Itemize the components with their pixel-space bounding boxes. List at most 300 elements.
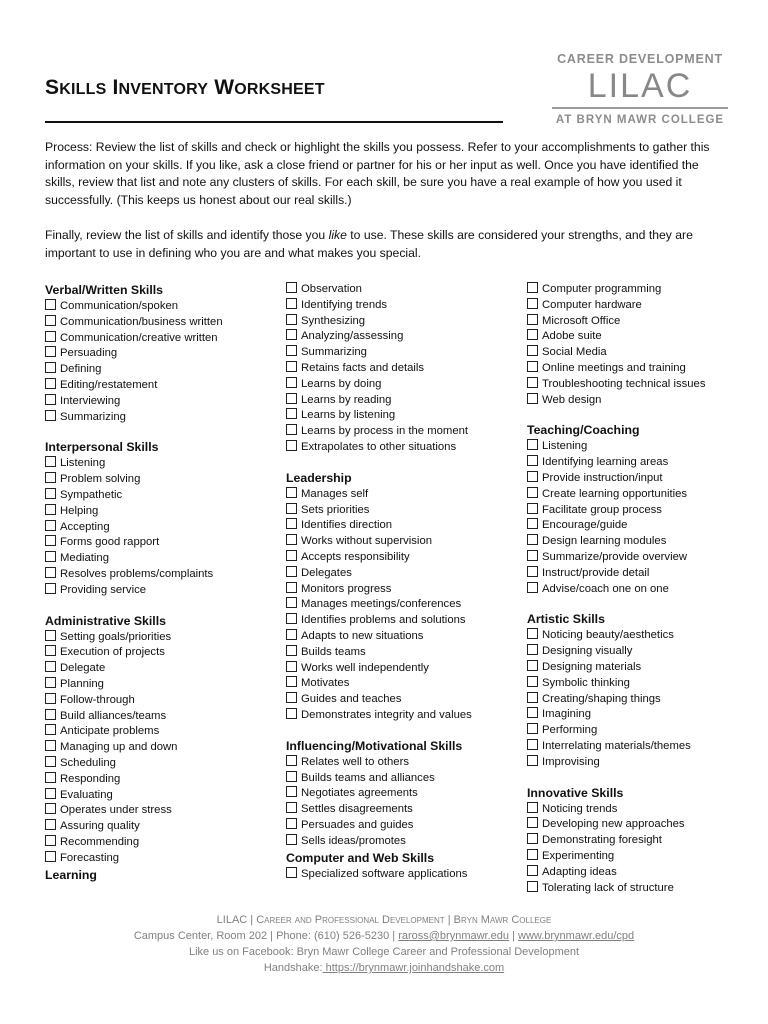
- checkbox[interactable]: [45, 410, 56, 421]
- skill-item: [286, 550, 526, 566]
- skill-label: Learns by doing: [301, 377, 382, 390]
- skill-item: [45, 756, 285, 772]
- skill-item: [286, 345, 526, 361]
- skill-label: Manages self: [301, 487, 369, 500]
- skill-item: [45, 410, 285, 426]
- skill-item: [45, 740, 285, 756]
- section-heading: Teaching/Coaching: [527, 423, 640, 438]
- checkbox[interactable]: [527, 329, 538, 340]
- checkbox[interactable]: [45, 583, 56, 594]
- skill-item: [527, 314, 767, 330]
- skill-item: [286, 818, 526, 834]
- skill-label: Builds teams and alliances: [301, 771, 435, 784]
- checkbox[interactable]: [527, 881, 538, 892]
- skill-item: [45, 315, 285, 331]
- section-spacer: [45, 599, 285, 613]
- checkbox[interactable]: [45, 378, 56, 389]
- skill-item: [527, 550, 767, 566]
- skill-label: Builds teams: [301, 645, 366, 658]
- skill-label: Persuades and guides: [301, 818, 414, 831]
- skill-label: Design learning modules: [542, 535, 667, 548]
- skill-item: [527, 582, 767, 598]
- skill-item: [286, 534, 526, 550]
- skill-item: [286, 518, 526, 534]
- checkbox[interactable]: [527, 723, 538, 734]
- skill-item: [527, 644, 767, 660]
- skill-item: [527, 487, 767, 503]
- skill-item: [45, 551, 285, 567]
- skill-item: [286, 377, 526, 393]
- checkbox[interactable]: [527, 534, 538, 545]
- skill-label: Identifying learning areas: [542, 456, 669, 469]
- skill-label: Instruct/provide detail: [542, 566, 650, 579]
- skill-label: Designing visually: [542, 645, 633, 658]
- skill-item: [527, 817, 767, 833]
- lilac-logo: [552, 52, 728, 126]
- skill-label: Summarize/provide overview: [542, 550, 688, 563]
- skill-item: [286, 314, 526, 330]
- skill-item: [527, 881, 767, 897]
- skill-label: Defining: [60, 363, 102, 376]
- checkbox[interactable]: [286, 408, 297, 419]
- checkbox[interactable]: [286, 550, 297, 561]
- checkbox[interactable]: [286, 487, 297, 498]
- strengths-paragraph: [45, 227, 725, 262]
- skill-label: Learns by listening: [301, 409, 396, 422]
- checkbox[interactable]: [45, 520, 56, 531]
- skill-item: [527, 692, 767, 708]
- footer-org-line: LILAC | Career and Professional Development | Bryn Mawr College: [216, 914, 552, 926]
- skill-item: [45, 661, 285, 677]
- skill-label: Motivates: [301, 677, 350, 690]
- skill-label: Accepting: [60, 520, 110, 533]
- section-heading: Learning: [45, 867, 97, 882]
- skill-item: [286, 487, 526, 503]
- checkbox[interactable]: [527, 802, 538, 813]
- skill-item: [286, 440, 526, 456]
- checkbox[interactable]: [527, 550, 538, 561]
- section-spacer: [527, 771, 767, 785]
- checkbox[interactable]: [45, 630, 56, 641]
- checkbox[interactable]: [527, 455, 538, 466]
- checkbox[interactable]: [286, 393, 297, 404]
- skill-item: [45, 645, 285, 661]
- skill-item: [45, 709, 285, 725]
- skill-label: Delegate: [60, 662, 106, 675]
- checkbox[interactable]: [45, 504, 56, 515]
- skill-item: [45, 299, 285, 315]
- skill-item: [45, 394, 285, 410]
- skill-label: Summarizing: [301, 346, 367, 359]
- checkbox[interactable]: [45, 803, 56, 814]
- skill-label: Creating/shaping things: [542, 692, 661, 705]
- skill-label: Sells ideas/promotes: [301, 834, 406, 847]
- checkbox[interactable]: [286, 597, 297, 608]
- skill-label: Create learning opportunities: [542, 487, 688, 500]
- checkbox[interactable]: [45, 677, 56, 688]
- process-paragraph: Process: Review the list of skills and check or highlight the skills you possess. Refer to your accomplishments to gather this information on your skills. If you like, ask a close friend or partner for his or her input as well. Once you have identified the skills, review that list and note any clusters of skills. For each skill, be sure you have a real example of how you used it successfully. (This keeps us honest about our real skills.): [45, 140, 710, 207]
- skill-label: Adobe suite: [542, 330, 602, 343]
- section-heading: Interpersonal Skills: [45, 440, 159, 455]
- checkbox[interactable]: [45, 819, 56, 830]
- checkbox[interactable]: [45, 551, 56, 562]
- checkbox[interactable]: [45, 835, 56, 846]
- checkbox[interactable]: [527, 676, 538, 687]
- footer-college: Bryn Mawr College: [453, 914, 552, 926]
- title-letter: W: [214, 76, 235, 99]
- checkbox[interactable]: [286, 566, 297, 577]
- checkbox[interactable]: [286, 503, 297, 514]
- skills-column-2: [286, 282, 526, 882]
- section-heading: Administrative Skills: [45, 613, 166, 628]
- skill-label: Retains facts and details: [301, 361, 425, 374]
- section-heading: Verbal/Written Skills: [45, 283, 164, 297]
- skill-label: Communication/spoken: [60, 300, 179, 312]
- skill-item: [45, 677, 285, 693]
- checkbox[interactable]: [45, 709, 56, 720]
- skill-item: [45, 772, 285, 788]
- skill-label: Setting goals/priorities: [60, 630, 172, 643]
- skill-label: Follow-through: [60, 693, 135, 706]
- skills-column-1: [45, 282, 285, 884]
- skill-label: Designing materials: [542, 660, 642, 673]
- skill-item: [527, 833, 767, 849]
- skill-label: Problem solving: [60, 473, 141, 486]
- section-heading: Influencing/Motivational Skills: [286, 738, 463, 753]
- skill-item: [527, 393, 767, 409]
- skill-label: Relates well to others: [301, 755, 409, 768]
- skill-label: Adapting ideas: [542, 865, 617, 878]
- skill-item: [45, 535, 285, 551]
- checkbox[interactable]: [45, 331, 56, 342]
- checkbox[interactable]: [527, 582, 538, 593]
- skill-item: [45, 788, 285, 804]
- checkbox[interactable]: [286, 834, 297, 845]
- checkbox[interactable]: [286, 377, 297, 388]
- skill-label: Editing/restatement: [60, 378, 158, 391]
- skill-label: Recommending: [60, 835, 140, 848]
- footer-dept: Career and Professional Development: [256, 914, 445, 926]
- checkbox[interactable]: [527, 393, 538, 404]
- checkbox[interactable]: [45, 472, 56, 483]
- checkbox[interactable]: [527, 755, 538, 766]
- skill-label: Resolves problems/complaints: [60, 567, 214, 580]
- checkbox[interactable]: [286, 361, 297, 372]
- skill-label: Forms good rapport: [60, 536, 160, 549]
- checkbox[interactable]: [45, 693, 56, 704]
- section-spacer: [527, 408, 767, 422]
- checkbox[interactable]: [45, 567, 56, 578]
- email-link[interactable]: raross@brynmawr.edu: [398, 930, 510, 942]
- checkbox[interactable]: [286, 818, 297, 829]
- checkbox[interactable]: [286, 298, 297, 309]
- checkbox[interactable]: [527, 345, 538, 356]
- skill-label: Sympathetic: [60, 488, 123, 501]
- skill-label: Sets priorities: [301, 503, 370, 516]
- skill-label: Providing service: [60, 583, 147, 596]
- skill-label: Operates under stress: [60, 804, 172, 817]
- checkbox[interactable]: [527, 377, 538, 388]
- checkbox[interactable]: [286, 676, 297, 687]
- skill-item: [286, 503, 526, 519]
- checkbox[interactable]: [286, 518, 297, 529]
- skill-item: [286, 298, 526, 314]
- checkbox[interactable]: [45, 456, 56, 467]
- skill-label: Identifying trends: [301, 298, 388, 311]
- skill-item: [527, 455, 767, 471]
- skill-label: Assuring quality: [60, 820, 140, 833]
- skill-item: [286, 597, 526, 613]
- skill-item: [527, 518, 767, 534]
- checkbox[interactable]: [45, 488, 56, 499]
- checkbox[interactable]: [527, 660, 538, 671]
- skill-item: [286, 408, 526, 424]
- skill-item: [527, 849, 767, 865]
- logo-line-1: CAREER DEVELOPMENT: [557, 52, 723, 66]
- skill-label: Settles disagreements: [301, 803, 413, 816]
- skills-column-3: [527, 282, 767, 896]
- skill-item: [527, 628, 767, 644]
- checkbox[interactable]: [527, 439, 538, 450]
- checkbox[interactable]: [286, 440, 297, 451]
- skill-item: [286, 329, 526, 345]
- checkbox[interactable]: [527, 298, 538, 309]
- skill-item: [45, 819, 285, 835]
- title-word: NVENTORY: [118, 81, 209, 98]
- skill-item: [286, 755, 526, 771]
- checkbox[interactable]: [527, 503, 538, 514]
- checkbox[interactable]: [286, 282, 297, 293]
- checkbox[interactable]: [45, 740, 56, 751]
- skill-label: Evaluating: [60, 788, 113, 801]
- skill-label: Web design: [542, 393, 602, 406]
- skill-item: [286, 361, 526, 377]
- skill-label: Execution of projects: [60, 646, 165, 659]
- checkbox[interactable]: [45, 535, 56, 546]
- checkbox[interactable]: [527, 865, 538, 876]
- emphasis-text: like: [328, 228, 347, 242]
- skill-item: [45, 693, 285, 709]
- checkbox[interactable]: [286, 345, 297, 356]
- title-letter: I: [112, 76, 119, 99]
- checkbox[interactable]: [527, 707, 538, 718]
- skill-label: Scheduling: [60, 756, 116, 769]
- checkbox[interactable]: [527, 644, 538, 655]
- skill-item: [286, 393, 526, 409]
- checkbox[interactable]: [286, 867, 297, 878]
- title-word: ORKSHEET: [234, 81, 325, 98]
- skill-label: Identifies problems and solutions: [301, 614, 466, 627]
- checkbox[interactable]: [45, 772, 56, 783]
- skill-item: [286, 692, 526, 708]
- skill-item: [527, 503, 767, 519]
- skill-label: Improvising: [542, 755, 600, 768]
- title-word: KILLS: [59, 81, 107, 98]
- checkbox[interactable]: [527, 314, 538, 325]
- skill-label: Extrapolates to other situations: [301, 440, 457, 453]
- section-heading: Leadership: [286, 470, 352, 485]
- checkbox[interactable]: [286, 329, 297, 340]
- checkbox[interactable]: [286, 424, 297, 435]
- footer: [0, 912, 768, 976]
- skill-label: Online meetings and training: [542, 361, 686, 374]
- skill-label: Accepts responsibility: [301, 550, 410, 563]
- checkbox[interactable]: [527, 739, 538, 750]
- skill-label: Developing new approaches: [542, 818, 685, 831]
- skill-item: [527, 439, 767, 455]
- section-spacer: [286, 456, 526, 470]
- checkbox[interactable]: [527, 628, 538, 639]
- title-letter: S: [45, 76, 60, 99]
- checkbox[interactable]: [45, 394, 56, 405]
- skill-item: [527, 534, 767, 550]
- skill-label: Imagining: [542, 708, 591, 721]
- logo-line-2: LILAC: [587, 67, 693, 105]
- section-spacer: [45, 425, 285, 439]
- checkbox[interactable]: [286, 708, 297, 719]
- footer-contact-line: [0, 928, 768, 944]
- checkbox[interactable]: [286, 661, 297, 672]
- skill-item: [527, 361, 767, 377]
- skill-label: Learns by reading: [301, 393, 392, 406]
- handshake-link[interactable]: https://brynmawr.joinhandshake.com: [322, 962, 505, 974]
- skill-item: [45, 803, 285, 819]
- skill-label: Identifies direction: [301, 519, 393, 532]
- skill-label: Facilitate group process: [542, 503, 662, 516]
- skill-label: Demonstrating foresight: [542, 834, 662, 847]
- checkbox[interactable]: [527, 849, 538, 860]
- checkbox[interactable]: [45, 661, 56, 672]
- checkbox[interactable]: [45, 851, 56, 862]
- skill-item: [286, 834, 526, 850]
- skill-label: Listening: [60, 457, 106, 470]
- checkbox[interactable]: [286, 314, 297, 325]
- checkbox[interactable]: [45, 645, 56, 656]
- skill-label: Communication/business written: [60, 315, 223, 328]
- skill-item: [527, 377, 767, 393]
- skill-item: [527, 723, 767, 739]
- skill-label: Learns by process in the moment: [301, 425, 469, 438]
- skill-label: Provide instruction/input: [542, 471, 663, 484]
- skill-label: Forecasting: [60, 851, 120, 864]
- skill-label: Helping: [60, 504, 99, 517]
- checkbox[interactable]: [45, 724, 56, 735]
- skill-item: [527, 329, 767, 345]
- checkbox[interactable]: [527, 361, 538, 372]
- checkbox[interactable]: [45, 346, 56, 357]
- skill-label: Persuading: [60, 347, 118, 360]
- section-heading: Artistic Skills: [527, 612, 605, 627]
- skill-item: [45, 504, 285, 520]
- skill-label: Responding: [60, 772, 121, 785]
- skill-label: Adapts to new situations: [301, 629, 424, 642]
- skill-item: [286, 802, 526, 818]
- skill-label: Anticipate problems: [60, 725, 160, 738]
- skill-item: [45, 331, 285, 347]
- checkbox[interactable]: [527, 471, 538, 482]
- skill-item: [286, 645, 526, 661]
- checkbox[interactable]: [527, 518, 538, 529]
- skill-label: Manages meetings/conferences: [301, 598, 462, 611]
- skill-item: [45, 630, 285, 646]
- paragraph-text: Finally, review the list of skills and identify those you: [45, 228, 329, 242]
- checkbox[interactable]: [527, 566, 538, 577]
- skill-item: [286, 582, 526, 598]
- section-heading: Computer and Web Skills: [286, 850, 435, 865]
- checkbox[interactable]: [45, 299, 56, 310]
- skill-label: Works without supervision: [301, 535, 433, 548]
- skill-item: [286, 282, 526, 298]
- checkbox[interactable]: [286, 613, 297, 624]
- checkbox[interactable]: [286, 755, 297, 766]
- skill-item: [527, 345, 767, 361]
- footer-org: LILAC: [216, 914, 248, 926]
- checkbox[interactable]: [286, 629, 297, 640]
- checkbox[interactable]: [527, 487, 538, 498]
- website-link[interactable]: www.brynmawr.edu/cpd: [518, 930, 635, 942]
- checkbox[interactable]: [527, 817, 538, 828]
- skill-item: [45, 724, 285, 740]
- skill-label: Noticing beauty/aesthetics: [542, 629, 674, 642]
- skill-label: Demonstrates integrity and values: [301, 708, 472, 721]
- skill-item: [286, 566, 526, 582]
- checkbox[interactable]: [45, 315, 56, 326]
- skill-item: [45, 567, 285, 583]
- skill-item: [286, 676, 526, 692]
- skill-item: [286, 629, 526, 645]
- checkbox[interactable]: [286, 786, 297, 797]
- skill-item: [286, 786, 526, 802]
- skill-label: Tolerating lack of structure: [542, 881, 674, 894]
- skill-item: [45, 488, 285, 504]
- skill-label: Summarizing: [60, 410, 126, 423]
- skill-label: Experimenting: [542, 849, 615, 862]
- checkbox[interactable]: [286, 534, 297, 545]
- skill-label: Troubleshooting technical issues: [542, 377, 706, 390]
- checkbox[interactable]: [45, 362, 56, 373]
- logo-line-3: AT BRYN MAWR COLLEGE: [552, 107, 728, 126]
- skill-label: Listening: [542, 440, 588, 453]
- checkbox[interactable]: [527, 833, 538, 844]
- handshake-label: Handshake:: [263, 962, 323, 974]
- checkbox[interactable]: [286, 802, 297, 813]
- checkbox[interactable]: [527, 692, 538, 703]
- checkbox[interactable]: [286, 645, 297, 656]
- skill-label: Advise/coach one on one: [542, 582, 669, 595]
- skill-label: Works well independently: [301, 661, 429, 674]
- skill-label: Monitors progress: [301, 582, 392, 595]
- checkbox[interactable]: [45, 756, 56, 767]
- page-title: [45, 76, 325, 100]
- skill-item: [286, 708, 526, 724]
- skill-item: [527, 802, 767, 818]
- checkbox[interactable]: [45, 788, 56, 799]
- footer-address: Campus Center, Room 202 | Phone: (610) 526-5230 |: [133, 930, 399, 942]
- skill-item: [527, 298, 767, 314]
- checkbox[interactable]: [286, 692, 297, 703]
- skill-label: Guides and teaches: [301, 693, 402, 706]
- skill-label: Communication/creative written: [60, 331, 218, 344]
- checkbox[interactable]: [527, 282, 538, 293]
- checkbox[interactable]: [286, 582, 297, 593]
- skill-item: [527, 471, 767, 487]
- skill-item: [286, 424, 526, 440]
- skill-item: [45, 378, 285, 394]
- skill-item: [286, 771, 526, 787]
- skill-item: [527, 707, 767, 723]
- skill-item: [45, 362, 285, 378]
- checkbox[interactable]: [286, 771, 297, 782]
